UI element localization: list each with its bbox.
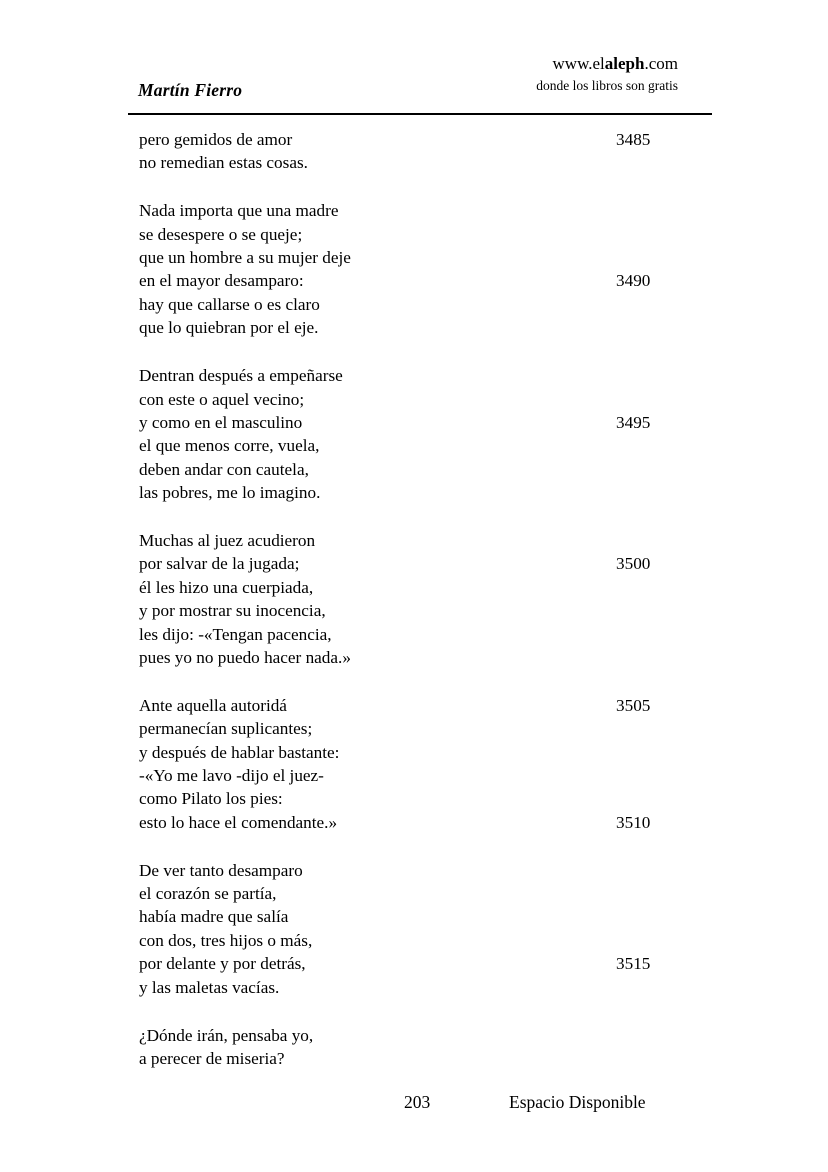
verse-line-number: 3495	[616, 412, 651, 432]
verse-line	[0, 151, 828, 174]
verse-line	[0, 411, 828, 434]
site-tagline: donde los libros son gratis	[536, 78, 678, 93]
verse-text: hay que callarse o es claro	[139, 294, 320, 314]
stanza	[0, 128, 828, 175]
verse-text: él les hizo una cuerpiada,	[139, 577, 314, 597]
verse-text: había madre que salía	[139, 907, 289, 927]
stanza	[0, 1024, 828, 1071]
verse-line-number: 3500	[616, 554, 651, 574]
verse-text: permanecían suplicantes;	[139, 719, 313, 739]
stanza	[0, 859, 828, 999]
verse-line	[0, 529, 828, 552]
verse-text: -«Yo me lavo -dijo el juez-	[139, 765, 324, 785]
verse-line	[0, 576, 828, 599]
page-footer	[0, 1092, 828, 1128]
verse-line	[0, 952, 828, 975]
poem-body	[0, 128, 828, 1095]
verse-line	[0, 1024, 828, 1047]
verse-line	[0, 269, 828, 292]
page-header	[128, 52, 712, 108]
verse-line	[0, 717, 828, 740]
verse-line	[0, 811, 828, 834]
verse-text: y las maletas vacías.	[139, 977, 280, 997]
site-url-prefix: www.el	[552, 54, 605, 73]
verse-text: con este o aquel vecino;	[139, 389, 305, 409]
verse-text: deben andar con cautela,	[139, 459, 309, 479]
verse-line	[0, 1047, 828, 1070]
verse-line	[0, 552, 828, 575]
verse-text: por delante y por detrás,	[139, 954, 306, 974]
verse-text: con dos, tres hijos o más,	[139, 930, 313, 950]
verse-text: el que menos corre, vuela,	[139, 436, 320, 456]
verse-line	[0, 882, 828, 905]
verse-line-number: 3510	[616, 812, 651, 832]
verse-text: esto lo hace el comendante.»	[139, 812, 338, 832]
verse-text: De ver tanto desamparo	[139, 860, 303, 880]
verse-line	[0, 764, 828, 787]
verse-line	[0, 316, 828, 339]
book-title: Martín Fierro	[138, 80, 243, 100]
verse-line	[0, 481, 828, 504]
verse-text: y por mostrar su inocencia,	[139, 601, 326, 621]
page-number: 203	[404, 1092, 431, 1112]
verse-text: pero gemidos de amor	[139, 130, 293, 149]
publisher-branding	[372, 52, 712, 96]
verse-line	[0, 623, 828, 646]
verse-line-number: 3490	[616, 271, 651, 291]
verse-line	[0, 293, 828, 316]
verse-text: Ante aquella autoridá	[139, 695, 287, 715]
verse-line	[0, 976, 828, 999]
verse-text: Muchas al juez acudieron	[139, 530, 316, 550]
verse-text: pues yo no puedo hacer nada.»	[139, 647, 351, 667]
site-url	[372, 52, 712, 76]
verse-text: las pobres, me lo imagino.	[139, 483, 321, 503]
verse-text: en el mayor desamparo:	[139, 271, 304, 291]
verse-text: y después de hablar bastante:	[139, 742, 340, 762]
verse-text: les dijo: -«Tengan pacencia,	[139, 624, 332, 644]
verse-line	[0, 599, 828, 622]
verse-text: ¿Dónde irán, pensaba yo,	[139, 1025, 314, 1045]
footer-note: Espacio Disponible	[509, 1092, 646, 1112]
verse-text: que un hombre a su mujer deje	[139, 248, 351, 268]
verse-line-number: 3485	[616, 130, 651, 149]
header-divider	[128, 113, 712, 115]
verse-line-number: 3515	[616, 954, 651, 974]
verse-line	[0, 859, 828, 882]
stanza	[0, 199, 828, 339]
verse-line	[0, 929, 828, 952]
verse-text: que lo quiebran por el eje.	[139, 318, 319, 338]
verse-line	[0, 458, 828, 481]
verse-line	[0, 694, 828, 717]
site-url-brand: aleph	[604, 54, 645, 73]
verse-line	[0, 787, 828, 810]
verse-text: se desespere o se queje;	[139, 224, 303, 244]
verse-line	[0, 388, 828, 411]
stanza	[0, 694, 828, 834]
verse-line	[0, 199, 828, 222]
site-url-suffix: .com	[644, 54, 678, 73]
verse-text: el corazón se partía,	[139, 884, 277, 904]
verse-line	[0, 223, 828, 246]
verse-text: no remedian estas cosas.	[139, 153, 308, 173]
verse-line	[0, 434, 828, 457]
verse-text: Nada importa que una madre	[139, 201, 339, 221]
verse-line-number: 3505	[616, 695, 651, 715]
verse-text: por salvar de la jugada;	[139, 554, 300, 574]
verse-line	[0, 905, 828, 928]
verse-line	[0, 741, 828, 764]
verse-text: Dentran después a empeñarse	[139, 366, 343, 386]
verse-text: y como en el masculino	[139, 412, 303, 432]
stanza	[0, 529, 828, 669]
stanza	[0, 364, 828, 504]
verse-text: como Pilato los pies:	[139, 789, 283, 809]
verse-line	[0, 246, 828, 269]
verse-line	[0, 646, 828, 669]
verse-text: a perecer de miseria?	[139, 1048, 285, 1068]
verse-line	[0, 128, 828, 151]
verse-line	[0, 364, 828, 387]
